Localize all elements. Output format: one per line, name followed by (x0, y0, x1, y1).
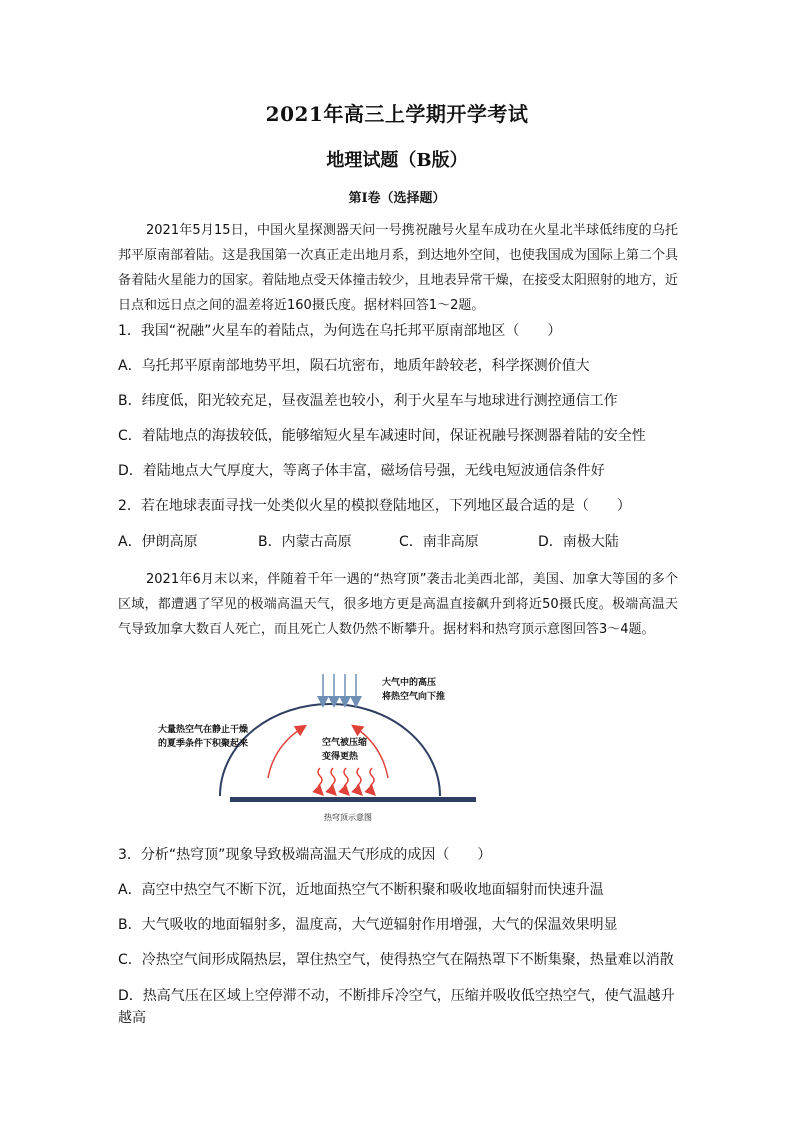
passage-mars: 2021年5月15日，中国火星探测器天问一号携祝融号火星车成功在火星北半球低纬度的乌托邦平原南部着陆。这是我国第一次真正走出地月系，到达地外空间，也使我国成为国际上第二个具备着陆火星能力的国家。着陆地点受天体撞击较少，且地表异常干燥，在接受太阳照射的地方，近日点和远日点之间的温差将近160摄氏度。据材料回答1～2题。 (118, 223, 678, 313)
label-high-pressure (382, 676, 445, 704)
heat-wave-arrow (331, 768, 335, 792)
circulation-arrow-left (268, 728, 302, 778)
heat-wave-arrow (357, 768, 361, 792)
question-1-option-d: D．着陆地点大气厚度大，等离子体丰富，磁场信号强，无线电短波通信条件好 (118, 463, 605, 479)
question-2-option-a: A．伊朗高原 (118, 534, 198, 550)
passage-heat-dome: 2021年6月末以来，伴随着千年一遇的“热穹顶”袭击北美西北部，美国、加拿大等国的多个区域，都遭遇了罕见的极端高温天气，很多地方更是高温直接飙升到将近50摄氏度。极端高温天气导致加拿大数百人死亡，而且死亡人数仍然不断攀升。据材料和热穹顶示意图回答3～4题。 (118, 572, 678, 637)
question-2-option-c: C．南非高原 (399, 534, 479, 550)
question-2-option-d: D．南极大陆 (538, 534, 619, 550)
question-2-options (118, 531, 698, 551)
question-3-stem: 3．分析“热穹顶”现象导致极端高温天气形成的成因（ ） (118, 847, 492, 863)
section-heading: 第Ⅰ卷（选择题） (348, 191, 446, 206)
ground-bar (230, 797, 476, 802)
label-hot-air-accumulates (158, 723, 248, 751)
figure-caption: 热穹顶示意图 (324, 813, 372, 822)
question-3-option-a: A．高空中热空气不断下沉，近地面热空气不断积聚和吸收地面辐射而快速升温 (118, 882, 604, 898)
question-3-option-b: B．大气吸收的地面辐射多，温度高，大气逆辐射作用增强，大气的保温效果明显 (118, 917, 618, 933)
question-3-option-d: D．热高气压在区域上空停滞不动，不断排斥冷空气，压缩并吸收低空热空气，使气温越升越高 (118, 988, 675, 1026)
heat-wave-arrow (344, 768, 348, 792)
question-3-option-c: C．冷热空气间形成隔热层，罩住热空气，使得热空气在隔热罩下不断集聚，热量难以消散 (118, 952, 674, 968)
exam-subtitle: 地理试题（B版） (326, 150, 468, 171)
question-2-stem: 2．若在地球表面寻找一处类似火星的模拟登陆地区，下列地区最合适的是（ ） (118, 498, 631, 514)
exam-title: 2021年高三上学期开学考试 (265, 102, 529, 126)
heat-wave-arrow (370, 768, 374, 792)
heat-dome-diagram (150, 666, 510, 836)
question-1-stem: 1．我国“祝融”火星车的着陆点，为何选在乌托邦平原南部地区（ ） (118, 323, 562, 339)
label-hot-air-line-1: 大量热空气在静止干燥 (158, 725, 249, 735)
heat-wave-arrow (318, 768, 322, 792)
label-compressed-line-1: 空气被压缩 (322, 738, 368, 748)
label-high-pressure-line-2: 将热空气向下推 (382, 692, 446, 702)
label-compressed-air (322, 736, 367, 764)
question-1-option-c: C．着陆地点的海拔较低，能够缩短火星车减速时间，保证祝融号探测器着陆的安全性 (118, 428, 646, 444)
question-1-option-b: B．纬度低，阳光较充足，昼夜温差也较小，利于火星车与地球进行测控通信工作 (118, 393, 618, 409)
label-compressed-line-2: 变得更热 (322, 752, 359, 762)
label-high-pressure-line-1: 大气中的高压 (382, 678, 437, 688)
question-2-option-b: B．内蒙古高原 (258, 534, 352, 550)
label-hot-air-line-2: 的夏季条件下积聚起来 (158, 739, 249, 749)
question-1-option-a: A．乌托邦平原南部地势平坦，陨石坑密布，地质年龄较老，科学探测价值大 (118, 358, 590, 374)
